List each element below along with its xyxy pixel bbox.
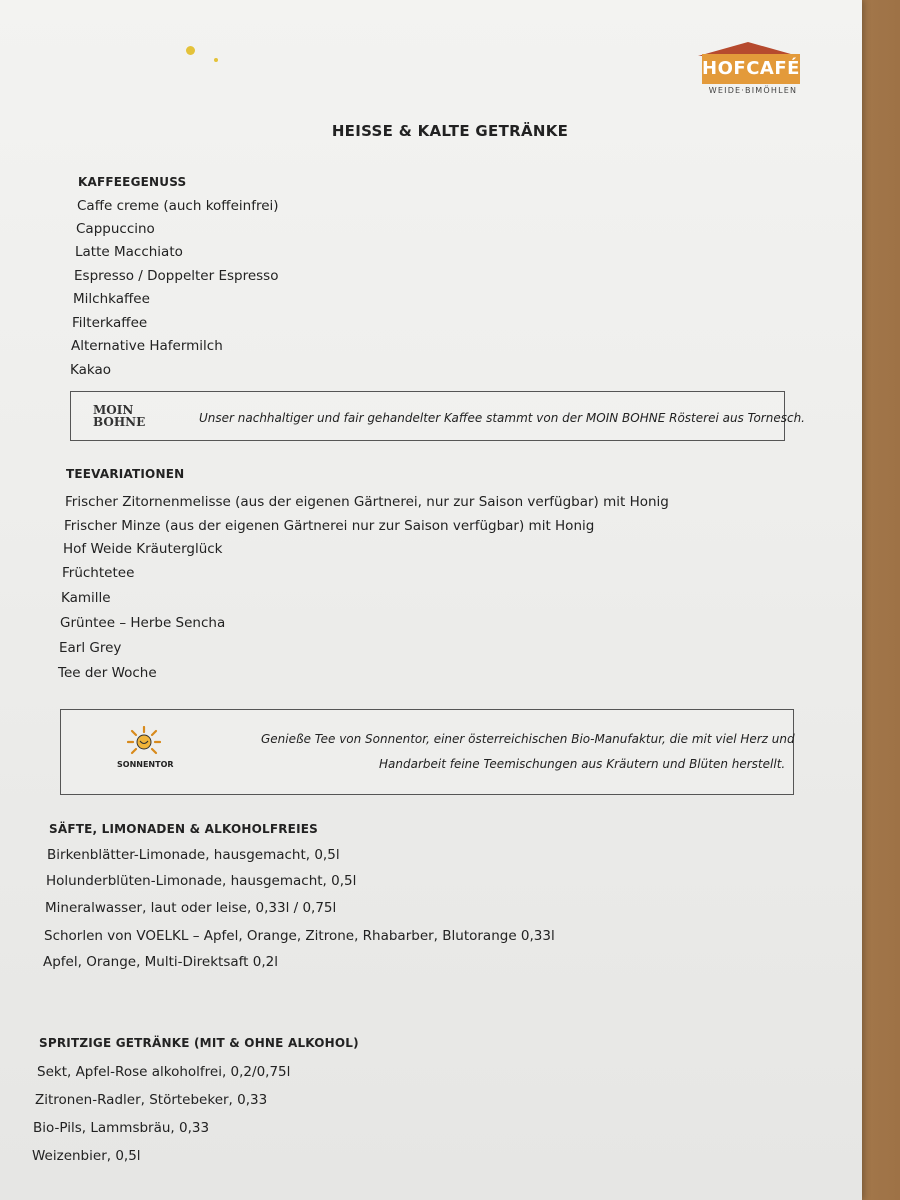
menu-item-name: Kakao — [70, 362, 112, 378]
paper-stain — [214, 58, 218, 62]
menu-item-name: Zitronen-Radler, Störtebeker, 0,33 — [35, 1092, 268, 1108]
section-heading-tee: TEEVARIATIONEN — [66, 467, 185, 481]
paper-stain — [186, 46, 195, 55]
moin-bohne-info-box — [70, 391, 805, 441]
logo-subtitle: WEIDE·BIMÖHLEN — [708, 86, 798, 95]
menu-item-name: Milchkaffee — [73, 291, 150, 307]
menu-item-name: Bio-Pils, Lammsbräu, 0,33 — [33, 1120, 210, 1136]
menu-item-name: Birkenblätter-Limonade, hausgemacht, 0,5l — [47, 847, 340, 863]
menu-item-name: Cappuccino — [76, 221, 155, 237]
sonnentor-logo-label: SONNENTOR — [117, 760, 174, 769]
section-heading-kaffee: KAFFEEGENUSS — [78, 175, 187, 189]
sonnentor-text-line2: Handarbeit feine Teemischungen aus Kräutern und Blüten herstellt. — [379, 757, 786, 771]
sonnentor-text-line1: Genieße Tee von Sonnentor, einer österreichischen Bio-Manufaktur, die mit viel Herz und — [261, 732, 795, 746]
menu-item-name: Latte Macchiato — [75, 244, 183, 260]
menu-item-name: Kamille — [61, 590, 111, 606]
menu-item-name: Holunderblüten-Limonade, hausgemacht, 0,5l — [46, 873, 357, 889]
menu-item-name: Frischer Minze (aus der eigenen Gärtnerei nur zur Saison verfügbar) mit Honig — [64, 518, 595, 534]
menu-item-name: Tee der Woche — [58, 665, 157, 681]
moin-logo-line1: MOIN — [93, 403, 134, 417]
menu-item-name: Früchtetee — [62, 565, 135, 581]
menu-item-name: Grüntee – Herbe Sencha — [60, 615, 226, 631]
menu-item-name: Mineralwasser, laut oder leise, 0,33l / 0,75l — [45, 900, 337, 916]
section-heading-spritzig: SPRITZIGE GETRÄNKE (MIT & OHNE ALKOHOL) — [39, 1036, 359, 1050]
menu-item-name: Schorlen von VOELKL – Apfel, Orange, Zitrone, Rhabarber, Blutorange 0,33l — [44, 928, 555, 944]
menu-item-name: Weizenbier, 0,5l — [32, 1148, 141, 1164]
menu-item-name: Filterkaffee — [72, 315, 148, 331]
menu-item-name: Earl Grey — [59, 640, 122, 656]
section-heading-saefte: SÄFTE, LIMONADEN & ALKOHOLFREIES — [49, 822, 318, 836]
menu-item-name: Hof Weide Kräuterglück — [63, 541, 223, 557]
moin-bohne-logo — [93, 404, 145, 428]
menu-item-name: Sekt, Apfel-Rose alkoholfrei, 0,2/0,75l — [37, 1064, 291, 1080]
logo-name: HOFCAFÉ — [702, 54, 800, 84]
menu-item-name: Apfel, Orange, Multi-Direktsaft 0,2l — [43, 954, 278, 970]
menu-item-name: Alternative Hafermilch — [71, 338, 223, 354]
sonnentor-info-box — [60, 709, 794, 795]
sun-icon — [127, 726, 161, 756]
menu-item-name: Frischer Zitornenmelisse (aus der eigenen Gärtnerei, nur zur Saison verfügbar) mit Honig — [65, 494, 669, 510]
menu-item-name: Espresso / Doppelter Espresso — [74, 268, 279, 284]
hofcafe-logo — [698, 42, 808, 100]
moin-bohne-text: Unser nachhaltiger und fair gehandelter Kaffee stammt von der MOIN BOHNE Rösterei aus Tornesch. — [199, 411, 805, 425]
menu-item-name: Caffe creme (auch koffeinfrei) — [77, 198, 279, 214]
moin-logo-line2: BOHNE — [93, 415, 146, 429]
page-title: HEISSE & KALTE GETRÄNKE — [331, 122, 569, 140]
